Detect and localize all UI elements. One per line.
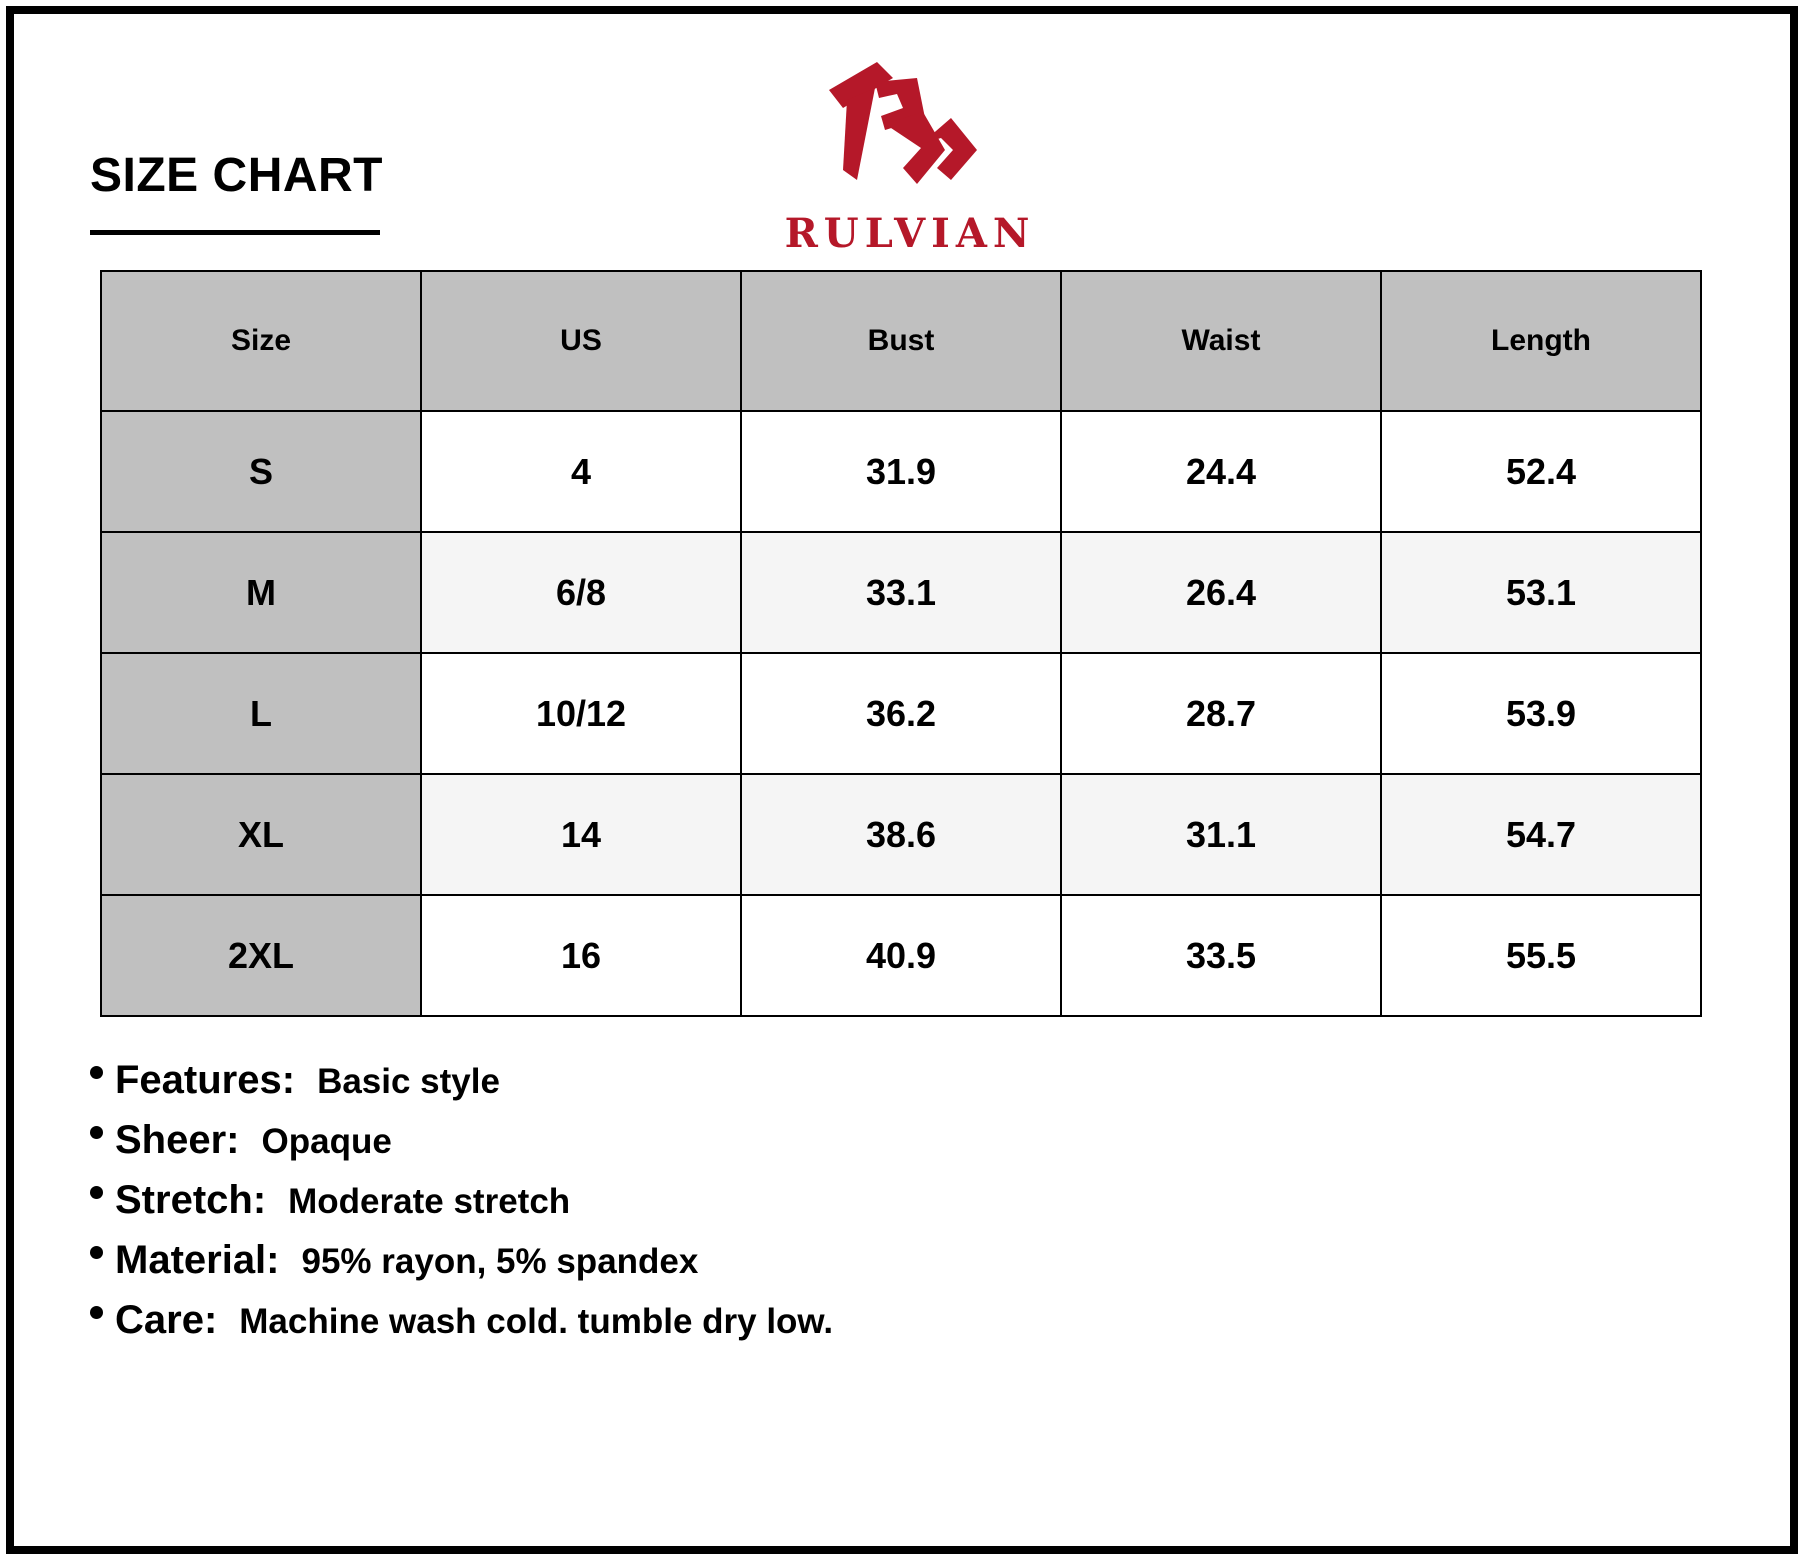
size-cell: M xyxy=(101,532,421,653)
bullet-icon xyxy=(90,1306,103,1319)
brand-name: RULVIAN xyxy=(784,210,1036,257)
bullet-icon xyxy=(90,1126,103,1139)
features-list xyxy=(90,1058,833,1358)
size-cell: 2XL xyxy=(101,895,421,1016)
page-title: SIZE CHART xyxy=(90,149,383,202)
size-table xyxy=(100,270,1702,1017)
table-row xyxy=(101,411,1701,532)
length-cell: 53.9 xyxy=(1381,653,1701,774)
feature-label: Material: xyxy=(115,1238,280,1282)
waist-cell: 24.4 xyxy=(1061,411,1381,532)
feature-value: Moderate stretch xyxy=(288,1182,571,1221)
feature-label: Stretch: xyxy=(115,1178,267,1222)
us-cell: 6/8 xyxy=(421,532,741,653)
bust-cell: 31.9 xyxy=(741,411,1061,532)
us-cell: 16 xyxy=(421,895,741,1016)
us-cell: 10/12 xyxy=(421,653,741,774)
feature-value: Opaque xyxy=(261,1122,392,1161)
table-row xyxy=(101,532,1701,653)
header-waist: Waist xyxy=(1061,271,1381,411)
header-us: US xyxy=(421,271,741,411)
bust-cell: 33.1 xyxy=(741,532,1061,653)
brand-r-mark-icon xyxy=(825,60,995,205)
waist-cell: 26.4 xyxy=(1061,532,1381,653)
feature-item-stretch xyxy=(90,1178,833,1238)
length-cell: 54.7 xyxy=(1381,774,1701,895)
table-header-row xyxy=(101,271,1701,411)
length-cell: 55.5 xyxy=(1381,895,1701,1016)
feature-value: Machine wash cold. tumble dry low. xyxy=(239,1302,834,1341)
length-cell: 53.1 xyxy=(1381,532,1701,653)
header-size: Size xyxy=(101,271,421,411)
waist-cell: 31.1 xyxy=(1061,774,1381,895)
feature-label: Care: xyxy=(115,1298,218,1342)
bust-cell: 38.6 xyxy=(741,774,1061,895)
feature-value: Basic style xyxy=(317,1062,500,1101)
waist-cell: 28.7 xyxy=(1061,653,1381,774)
feature-label: Features: xyxy=(115,1058,296,1102)
bust-cell: 40.9 xyxy=(741,895,1061,1016)
table-row xyxy=(101,895,1701,1016)
size-cell: L xyxy=(101,653,421,774)
us-cell: 4 xyxy=(421,411,741,532)
size-cell: S xyxy=(101,411,421,532)
bullet-icon xyxy=(90,1246,103,1259)
size-cell: XL xyxy=(101,774,421,895)
waist-cell: 33.5 xyxy=(1061,895,1381,1016)
bust-cell: 36.2 xyxy=(741,653,1061,774)
bullet-icon xyxy=(90,1186,103,1199)
title-underline xyxy=(90,230,380,235)
feature-item-care xyxy=(90,1298,833,1358)
length-cell: 52.4 xyxy=(1381,411,1701,532)
feature-item-material xyxy=(90,1238,833,1298)
feature-label: Sheer: xyxy=(115,1118,240,1162)
table-row xyxy=(101,653,1701,774)
header-bust: Bust xyxy=(741,271,1061,411)
feature-item-features xyxy=(90,1058,833,1118)
header-length: Length xyxy=(1381,271,1701,411)
feature-item-sheer xyxy=(90,1118,833,1178)
us-cell: 14 xyxy=(421,774,741,895)
brand-logo xyxy=(760,60,1060,257)
feature-value: 95% rayon, 5% spandex xyxy=(301,1242,699,1281)
bullet-icon xyxy=(90,1066,103,1079)
table-row xyxy=(101,774,1701,895)
